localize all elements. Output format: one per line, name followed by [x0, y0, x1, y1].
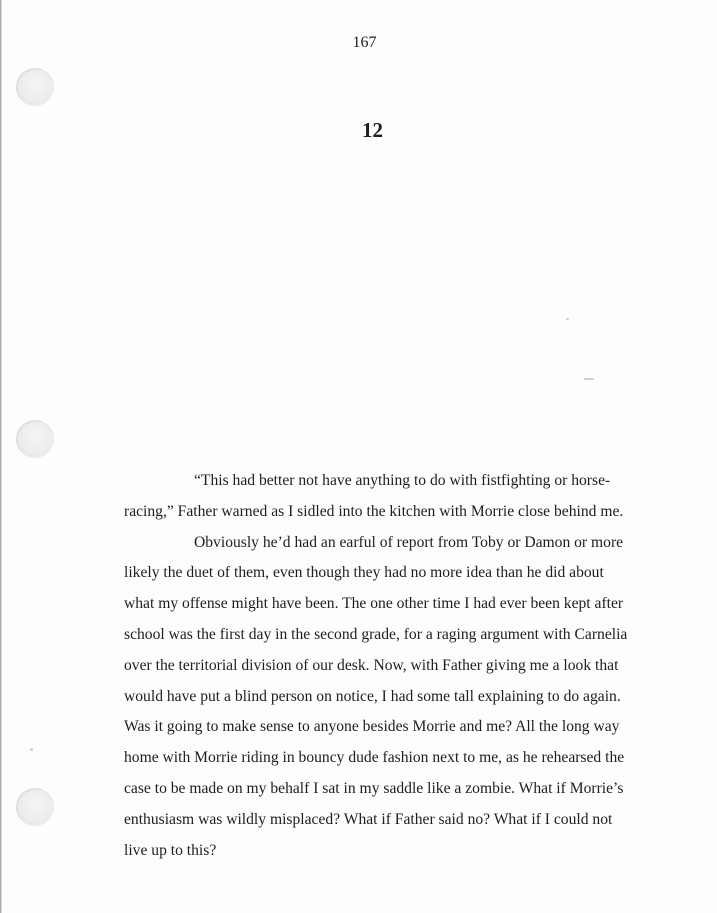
page-number: 167 — [352, 34, 377, 51]
binder-hole-bottom — [16, 788, 54, 826]
paragraph-2: Obviously he’d had an earful of report from Toby or Damon or more likely the duet of them, even though they had no more idea than he did about what my offense might have been. The one other time I had ever been kept after school was the first day in the second grade, for a raging argument with Carnelia over the territorial division of our desk. Now, with Father giving me a look that would have put a blind person on notice, I had some tall explaining to do again. Was it going to make sense to anyone besides Morrie and me? All the long way home with Morrie riding in bouncy dude fashion next to me, as he rehearsed the case to be made on my behalf I sat in my saddle like a zombie. What if Morrie’s enthusiasm was wildly misplaced? What if Father said no? What if I could not live up to this? — [124, 533, 628, 859]
body-text — [124, 466, 628, 866]
binder-hole-middle — [16, 420, 54, 458]
binder-hole-top — [16, 68, 54, 106]
paper-speck — [566, 318, 569, 320]
paragraph-1: “This had better not have anything to do with fistfighting or horse-racing,” Father warned as I sidled into the kitchen with Morrie close behind me. — [124, 472, 624, 520]
paper-speck — [584, 378, 594, 380]
paper-speck — [30, 748, 33, 751]
chapter-number: 12 — [362, 118, 383, 142]
